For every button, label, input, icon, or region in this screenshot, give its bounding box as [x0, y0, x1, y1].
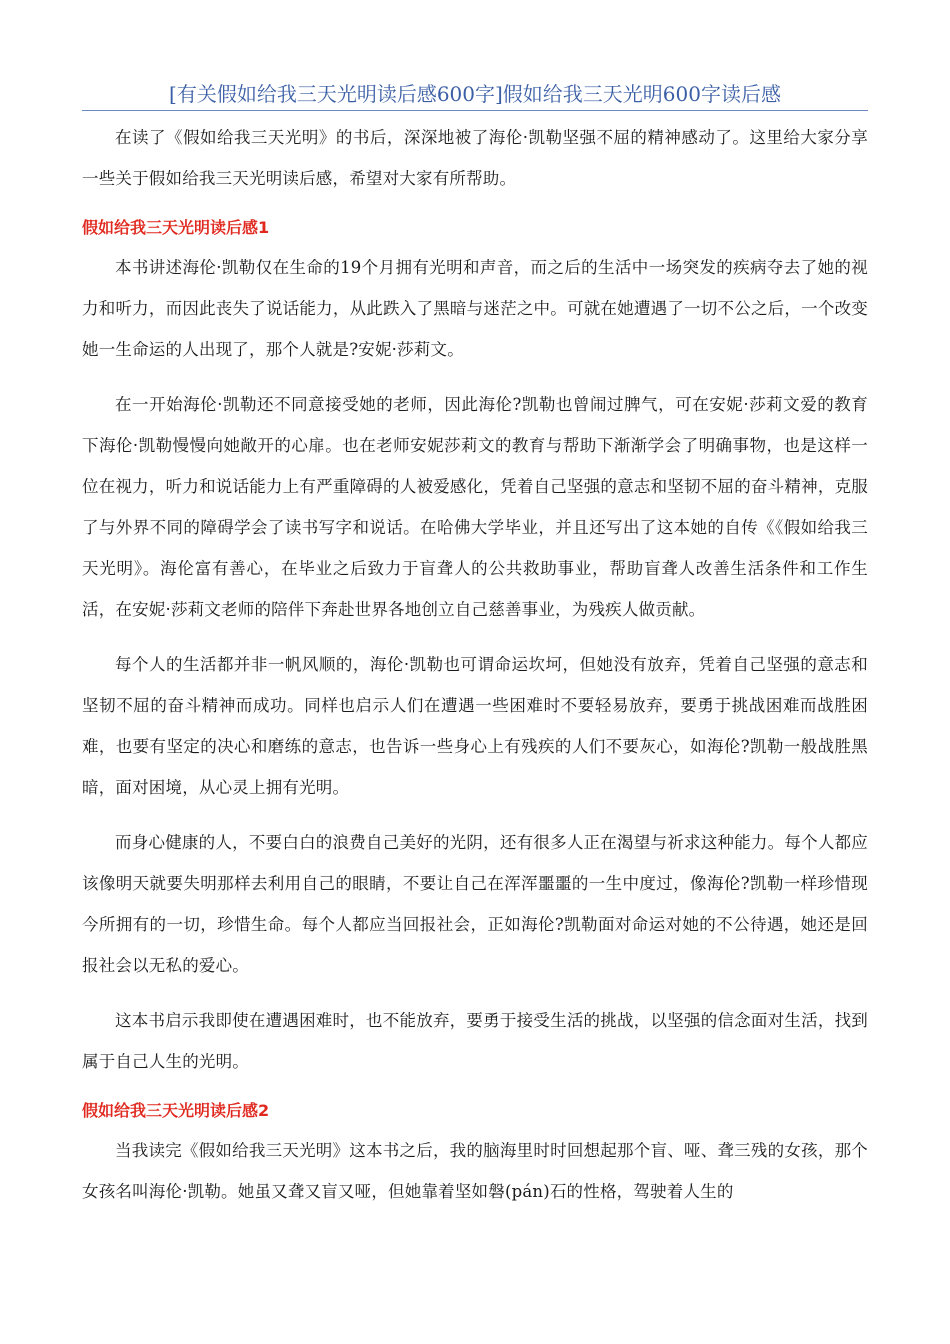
document-title: [有关假如给我三天光明读后感600字]假如给我三天光明600字读后感: [82, 80, 868, 111]
section-heading-2: 假如给我三天光明读后感2: [82, 1101, 270, 1120]
section-1-paragraph-1: 本书讲述海伦·凯勒仅在生命的19个月拥有光明和声音，而之后的生活中一场突发的疾病夺去了她的视力和听力，而因此丧失了说话能力，从此跌入了黑暗与迷茫之中。可就在她遭遇了一切不公之后，一个改变她一生命运的人出现了，那个人就是?安妮·莎莉文。: [82, 258, 868, 359]
section-1-paragraph-3: 每个人的生活都并非一帆风顺的，海伦·凯勒也可谓命运坎坷，但她没有放弃，凭着自己坚强的意志和坚韧不屈的奋斗精神而成功。同样也启示人们在遭遇一些困难时不要轻易放弃，要勇于挑战困难而战胜困难，也要有坚定的决心和磨练的意志，也告诉一些身心上有残疾的人们不要灰心，如海伦?凯勒一般战胜黑暗，面对困境，从心灵上拥有光明。: [82, 655, 868, 797]
intro-paragraph: 在读了《假如给我三天光明》的书后，深深地被了海伦·凯勒坚强不屈的精神感动了。这里给大家分享一些关于假如给我三天光明读后感，希望对大家有所帮助。: [82, 128, 868, 188]
section-1-paragraph-4: 而身心健康的人，不要白白的浪费自己美好的光阴，还有很多人正在渴望与祈求这种能力。每个人都应该像明天就要失明那样去利用自己的眼睛，不要让自己在浑浑噩噩的一生中度过，像海伦?凯勒一样珍惜现今所拥有的一切，珍惜生命。每个人都应当回报社会，正如海伦?凯勒面对命运对她的不公待遇，她还是回报社会以无私的爱心。: [82, 833, 868, 975]
document-page: [82, 0, 868, 1212]
section-heading-1: 假如给我三天光明读后感1: [82, 218, 270, 237]
section-1-paragraph-5: 这本书启示我即使在遭遇困难时，也不能放弃，要勇于接受生活的挑战，以坚强的信念面对生活，找到属于自己人生的光明。: [82, 1011, 868, 1071]
section-1-paragraph-2: 在一开始海伦·凯勒还不同意接受她的老师，因此海伦?凯勒也曾闹过脾气，可在安妮·莎莉文爱的教育下海伦·凯勒慢慢向她敞开的心扉。也在老师安妮莎莉文的教育与帮助下渐渐学会了明确事物，也是这样一位在视力，听力和说话能力上有严重障碍的人被爱感化，凭着自己坚强的意志和坚韧不屈的奋斗精神，克服了与外界不同的障碍学会了读书写字和说话。在哈佛大学毕业，并且还写出了这本她的自传《《假如给我三天光明》。海伦富有善心，在毕业之后致力于盲聋人的公共救助事业，帮助盲聋人改善生活条件和工作生活，在安妮·莎莉文老师的陪伴下奔赴世界各地创立自己慈善事业，为残疾人做贡献。: [82, 395, 868, 619]
section-2-paragraph-1: 当我读完《假如给我三天光明》这本书之后，我的脑海里时时回想起那个盲、哑、聋三残的女孩，那个女孩名叫海伦·凯勒。她虽又聋又盲又哑，但她靠着坚如磐(pán)石的性格，驾驶着人生的: [82, 1141, 868, 1201]
